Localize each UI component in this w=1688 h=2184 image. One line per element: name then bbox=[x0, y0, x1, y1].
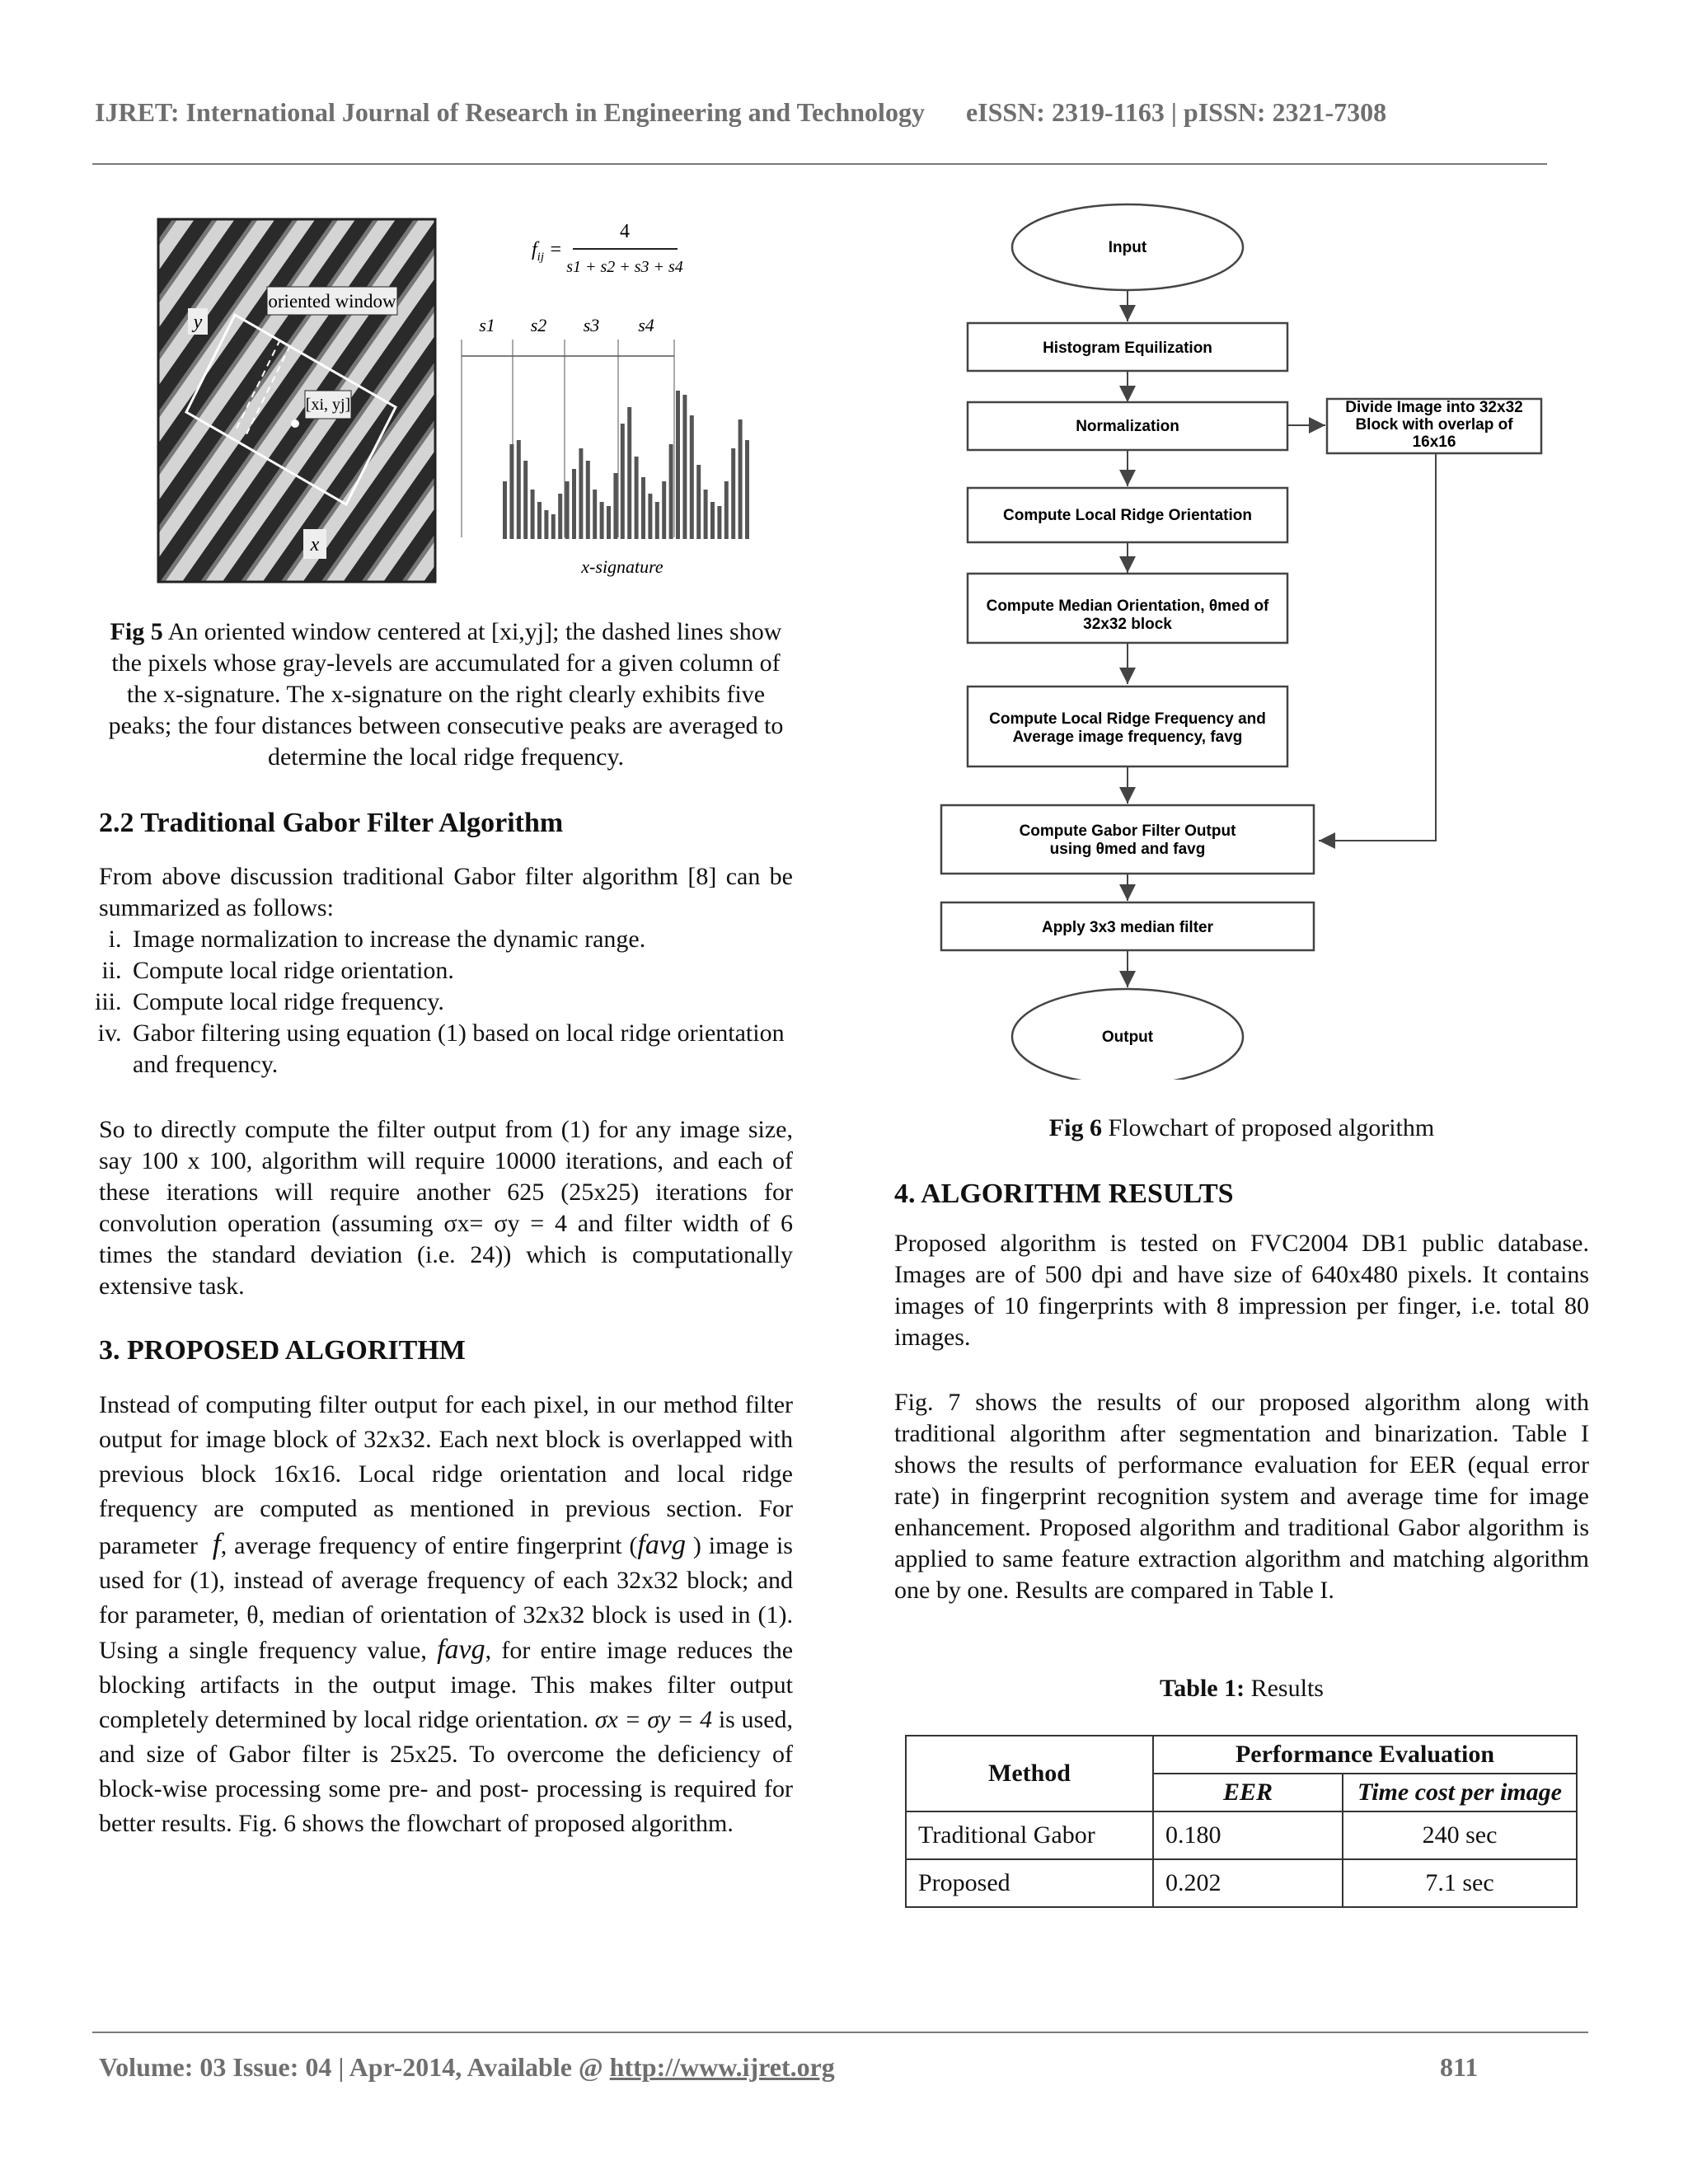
list-item: ii. Compute local ridge orientation. bbox=[128, 955, 793, 987]
param-f: f bbox=[212, 1527, 221, 1560]
fig5-image bbox=[157, 216, 750, 587]
flow-gabor-label-1: Compute Gabor Filter Output bbox=[1019, 823, 1236, 840]
flow-hist-label: Histogram Equilization bbox=[1043, 340, 1212, 357]
section-3-title: 3. PROPOSED ALGORITHM bbox=[99, 1335, 466, 1366]
formula-denominator: s1 + s2 + s3 + s4 bbox=[566, 258, 683, 276]
flow-median-label-2: 32x32 block bbox=[1083, 616, 1172, 633]
signature-bar bbox=[593, 490, 597, 539]
signature-bar bbox=[586, 461, 590, 539]
flow-medianfilter-label: Apply 3x3 median filter bbox=[1041, 919, 1214, 936]
table-row bbox=[906, 1859, 1577, 1907]
flow-input-label: Input bbox=[1108, 239, 1147, 256]
signature-bar bbox=[565, 481, 570, 539]
journal-issn: eISSN: 2319-1163 | pISSN: 2321-7308 bbox=[965, 97, 1387, 127]
flow-divide-label-2: Block with overlap of bbox=[1355, 416, 1513, 434]
signature-bar bbox=[717, 506, 721, 539]
table-header-time: Time cost per image bbox=[1343, 1774, 1577, 1811]
x-signature-label: x-signature bbox=[581, 556, 663, 577]
results-table bbox=[905, 1735, 1578, 1908]
signature-bar bbox=[509, 444, 513, 539]
signature-bar bbox=[669, 444, 673, 539]
signature-bar bbox=[724, 481, 729, 539]
signature-bar bbox=[551, 514, 556, 539]
signature-bar bbox=[531, 490, 535, 539]
flow-freq-label-2: Average image frequency, favg bbox=[1012, 729, 1243, 746]
table-row bbox=[906, 1811, 1577, 1859]
list-item: i. Image normalization to increase the dynamic range. bbox=[128, 924, 793, 955]
section-2-2-intro: From above discussion traditional Gabor filter algorithm [8] can be summarized as follows: bbox=[99, 863, 793, 921]
gabor-steps-list bbox=[49, 924, 793, 1080]
center-point bbox=[291, 419, 299, 428]
table-cell-method: Traditional Gabor bbox=[906, 1811, 1153, 1859]
signature-bar bbox=[662, 481, 666, 539]
list-item: iv. Gabor filtering using equation (1) based on local ridge orientation and frequency. bbox=[128, 1018, 793, 1080]
signature-bar bbox=[503, 481, 507, 539]
s-label: s3 bbox=[583, 315, 600, 335]
flow-freq-label-1: Compute Local Ridge Frequency and bbox=[989, 710, 1266, 728]
fingerprint-patch bbox=[158, 219, 435, 582]
fig6-caption: Fig 6 Flowchart of proposed algorithm bbox=[1048, 1114, 1435, 1141]
flow-median-label-1: Compute Median Orientation, θmed of bbox=[986, 598, 1269, 615]
flow-orient-label: Compute Local Ridge Orientation bbox=[1003, 507, 1252, 524]
signature-bar bbox=[641, 477, 645, 539]
signature-bar bbox=[558, 494, 562, 539]
footer-rule bbox=[92, 2032, 1588, 2033]
signature-bar bbox=[635, 457, 639, 539]
signature-bar bbox=[627, 407, 631, 539]
fig5-x-label: x bbox=[310, 534, 320, 555]
x-signature-bars bbox=[503, 391, 750, 539]
table-cell-eer: 0.202 bbox=[1153, 1859, 1343, 1907]
journal-link[interactable]: http://www.ijret.org bbox=[609, 2052, 835, 2082]
s-label: s2 bbox=[530, 315, 547, 335]
oriented-window-label: oriented window bbox=[268, 291, 396, 312]
list-item: iii. Compute local ridge frequency. bbox=[128, 987, 793, 1018]
signature-bar bbox=[745, 440, 749, 539]
s-label: s4 bbox=[638, 315, 654, 335]
formula-lhs: $f_{ij}$ = bbox=[532, 239, 563, 264]
param-favg: favg bbox=[637, 1530, 686, 1560]
signature-bar bbox=[607, 506, 611, 539]
s-label: s1 bbox=[479, 315, 495, 335]
s-labels bbox=[479, 315, 654, 335]
fig5-y-label: y bbox=[193, 312, 203, 333]
table-cell-time: 240 sec bbox=[1343, 1811, 1577, 1859]
signature-bar bbox=[648, 494, 652, 539]
signature-bar bbox=[690, 415, 694, 539]
table-header-eer: EER bbox=[1153, 1774, 1343, 1811]
signature-bar bbox=[731, 448, 735, 539]
running-header bbox=[95, 97, 1386, 128]
section-3-body: Instead of computing filter output for each pixel, in our method filter output for image block of 32x32. Each next block is overlapped with previous block 16x16. Local ridge orientation and local ridge frequency are computed as mentioned in previous section. For parameter f, average frequency of entire fingerprint (favg ) image is used for (1), instead of average frequency of each 32x32 block; and for parameter, θ, median of orientation of 32x32 block is used in (1). Using a single frequency value, favg, for entire image reduces the blocking artifacts in the output image. This makes filter output completely determined by local ridge orientation. σx = σy = 4 is used, and size of Gabor filter is 25x25. To overcome the deficiency of block-wise processing some pre- and post- processing is required for better results. Fig. 6 shows the flowchart of proposed algorithm. bbox=[99, 1391, 794, 1837]
section-4-title: 4. ALGORITHM RESULTS bbox=[894, 1179, 1234, 1209]
signature-bar bbox=[523, 461, 528, 539]
signature-bar bbox=[537, 502, 542, 539]
section-2-2-title: 2.2 Traditional Gabor Filter Algorithm bbox=[99, 808, 564, 838]
table-header-method: Method bbox=[906, 1736, 1153, 1811]
formula-numerator: 4 bbox=[620, 221, 630, 242]
page-number: 811 bbox=[1440, 2052, 1479, 2082]
signature-bar bbox=[621, 424, 625, 539]
signature-bar bbox=[655, 502, 659, 539]
table-cell-method: Proposed bbox=[906, 1859, 1153, 1907]
table-cell-eer: 0.180 bbox=[1153, 1811, 1343, 1859]
section-4-para1: Proposed algorithm is tested on FVC2004 DB1 public database. Images are of 500 dpi and have size of 640x480 pixels. It contains images of 10 fingerprints with 8 impression per finger, i.e. total 80 images. bbox=[894, 1230, 1589, 1351]
journal-title: IJRET: International Journal of Research in Engineering and Technology bbox=[95, 97, 925, 127]
signature-bar bbox=[572, 469, 576, 539]
param-favg-2: favg bbox=[437, 1634, 485, 1665]
footer: Volume: 03 Issue: 04 | Apr-2014, Available @ http://www.ijret.org bbox=[99, 2052, 835, 2082]
flowchart bbox=[931, 198, 1558, 1080]
signature-bar bbox=[710, 502, 715, 539]
flow-output-label: Output bbox=[1101, 1029, 1154, 1046]
section-4-para2: Fig. 7 shows the results of our proposed algorithm along with traditional algorithm after segmentation and binarization. Table I shows the results of performance evaluation for EER (equal error rate) in fingerprint recognition system and average time for image enhancement. Proposed algorithm and traditional Gabor algorithm is applied to same feature extraction algorithm and matching algorithm one by one. Results are compared in Table I. bbox=[894, 1389, 1589, 1604]
signature-bar bbox=[682, 395, 687, 539]
signature-bar bbox=[517, 440, 521, 539]
signature-bar bbox=[696, 465, 701, 539]
table-header-performance: Performance Evaluation bbox=[1153, 1736, 1577, 1774]
flow-norm-label: Normalization bbox=[1076, 418, 1179, 435]
flow-divide-label-3: 16x16 bbox=[1412, 434, 1456, 451]
sigma-equation: σx = σy = 4 bbox=[594, 1706, 713, 1733]
fig5-point-label: [xi, yj] bbox=[305, 396, 351, 414]
table-cell-time: 7.1 sec bbox=[1343, 1859, 1577, 1907]
table-caption: Table 1: Results bbox=[1160, 1675, 1324, 1702]
signature-bar bbox=[544, 510, 548, 539]
signature-bar bbox=[676, 391, 680, 539]
signature-bar bbox=[738, 419, 743, 539]
signature-bar bbox=[600, 502, 604, 539]
section-2-2-para2: So to directly compute the filter output from (1) for any image size, say 100 x 100, algorithm will require 10000 iterations, and each of these iterations will require another 625 (25x25) iterations for convolution operation (assuming σx= σy = 4 and filter width of 6 times the standard deviation (i.e. 24)) which is computationally extensive task. bbox=[99, 1116, 793, 1300]
signature-bar bbox=[704, 490, 708, 539]
flow-divide-label-1: Divide Image into 32x32 bbox=[1345, 399, 1523, 416]
fig5-caption: Fig 5 An oriented window centered at [xi,yj]; the dashed lines show the pixels whose gray-levels are accumulated for a given column of the x-signature. The x-signature on the right clearly exhibits five peaks; the four distances between consecutive peaks are averaged to determine the local ridge frequency. bbox=[108, 618, 784, 771]
header-rule bbox=[92, 163, 1547, 165]
signature-bar bbox=[613, 473, 617, 539]
flow-gabor-label-2: using θmed and favg bbox=[1049, 841, 1206, 858]
signature-bar bbox=[579, 448, 583, 539]
